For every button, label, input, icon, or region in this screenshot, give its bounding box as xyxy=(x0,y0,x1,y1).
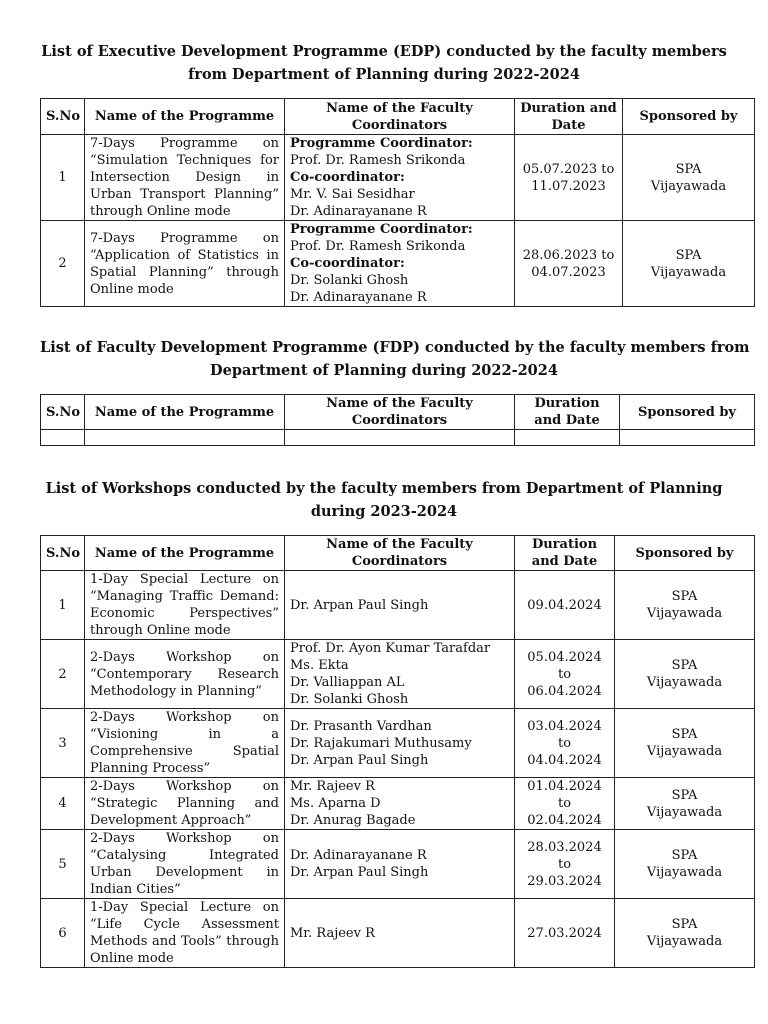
row-sponsor xyxy=(615,778,755,830)
row-sno: 3 xyxy=(41,709,85,778)
header-programme: Name of the Programme xyxy=(85,395,285,430)
coordinator-line: Co-coordinator: xyxy=(290,170,405,185)
sponsor-line: SPA xyxy=(671,848,698,863)
duration-line: 02.04.2024 xyxy=(527,813,602,828)
duration-line: 04.04.2024 xyxy=(527,752,602,768)
coordinator-line: Programme Coordinator: xyxy=(290,136,473,151)
coordinator-line: Ms. Ekta xyxy=(290,658,349,673)
row-coordinators xyxy=(285,640,515,709)
table-row xyxy=(41,709,755,778)
row-sponsor xyxy=(623,135,755,221)
coordinator-line: Dr. Adinarayanane R xyxy=(290,204,427,219)
header-sno: S.No xyxy=(41,395,85,430)
empty-cell xyxy=(515,430,620,446)
header-duration: Duration and Date xyxy=(515,99,623,135)
coordinator-line: Programme Coordinator: xyxy=(290,222,473,237)
sponsor-line: SPA xyxy=(675,247,702,263)
row-coordinators xyxy=(285,830,515,899)
row-coordinators xyxy=(285,899,515,968)
header-sponsor: Sponsored by xyxy=(620,395,755,430)
empty-cell xyxy=(85,430,285,446)
row-sno: 1 xyxy=(41,571,85,640)
edp-title-line1: List of Executive Development Programme (EDP) conducted by the faculty members xyxy=(41,43,727,60)
coordinator-line: Dr. Rajakumari Muthusamy xyxy=(290,735,472,751)
header-coordinators: Name of the Faculty Coordinators xyxy=(285,536,515,571)
header-coordinators: Name of the Faculty Coordinators xyxy=(285,395,515,430)
row-duration xyxy=(515,830,615,899)
row-programme: 2-Days Workshop on “Contemporary Research Methodology in Planning” xyxy=(85,640,285,709)
header-sno: S.No xyxy=(41,536,85,571)
coordinator-line: Mr. V. Sai Sesidhar xyxy=(290,187,415,202)
row-sno: 5 xyxy=(41,830,85,899)
row-sponsor xyxy=(615,830,755,899)
row-programme: 1-Day Special Lecture on “Managing Traffic Demand: Economic Perspectives” through Online mode xyxy=(85,571,285,640)
sponsor-line: SPA xyxy=(675,161,702,177)
table-row xyxy=(41,640,755,709)
sponsor-line: Vijayawada xyxy=(646,744,723,759)
coordinator-line: Dr. Solanki Ghosh xyxy=(290,273,409,288)
header-sno: S.No xyxy=(41,99,85,135)
fdp-title-line1: List of Faculty Development Programme (FDP) conducted by the faculty members from xyxy=(40,339,750,356)
edp-header-row xyxy=(41,99,755,135)
coordinator-line: Prof. Dr. Ramesh Srikonda xyxy=(290,239,466,254)
empty-cell xyxy=(285,430,515,446)
row-duration xyxy=(515,221,623,307)
coordinator-line: Ms. Aparna D xyxy=(290,796,381,811)
sponsor-line: Vijayawada xyxy=(646,865,723,880)
duration-line: to xyxy=(557,735,572,751)
coordinator-line: Prof. Dr. Ayon Kumar Tarafdar xyxy=(290,641,491,656)
sponsor-line: Vijayawada xyxy=(646,606,723,621)
header-duration: Duration and Date xyxy=(515,395,620,430)
sponsor-line: SPA xyxy=(671,658,698,673)
row-sponsor xyxy=(615,571,755,640)
header-programme: Name of the Programme xyxy=(85,536,285,571)
row-sno: 6 xyxy=(41,899,85,968)
coordinator-line: Dr. Anurag Bagade xyxy=(290,813,416,828)
empty-cell xyxy=(41,430,85,446)
empty-row xyxy=(41,430,755,446)
row-duration xyxy=(515,778,615,830)
edp-table xyxy=(40,98,755,307)
duration-line: to xyxy=(557,856,572,872)
duration-line: 01.04.2024 xyxy=(527,779,602,794)
row-sno: 2 xyxy=(41,640,85,709)
row-programme: 2-Days Workshop on “Strategic Planning and Development Approach” xyxy=(85,778,285,830)
duration-line: to xyxy=(557,666,572,682)
coordinator-line: Dr. Prasanth Vardhan xyxy=(290,718,432,734)
duration-line: 09.04.2024 xyxy=(527,597,602,613)
sponsor-line: SPA xyxy=(671,589,698,604)
sponsor-line: Vijayawada xyxy=(650,264,727,280)
coordinator-line: Dr. Arpan Paul Singh xyxy=(290,752,429,768)
sponsor-line: SPA xyxy=(671,917,698,932)
duration-line: 05.07.2023 to xyxy=(522,161,615,177)
coordinator-line: Dr. Solanki Ghosh xyxy=(290,692,409,707)
duration-line: 27.03.2024 xyxy=(527,925,602,941)
row-coordinators xyxy=(285,135,515,221)
coordinator-line: Prof. Dr. Ramesh Srikonda xyxy=(290,153,466,168)
table-row xyxy=(41,221,755,307)
row-duration xyxy=(515,899,615,968)
row-sno: 2 xyxy=(41,221,85,307)
coordinator-line: Dr. Valliappan AL xyxy=(290,675,405,690)
coordinator-line: Mr. Rajeev R xyxy=(290,925,375,941)
duration-line: 29.03.2024 xyxy=(527,873,602,889)
coordinator-line: Dr. Adinarayanane R xyxy=(290,848,427,863)
row-sponsor xyxy=(623,221,755,307)
header-programme: Name of the Programme xyxy=(85,99,285,135)
table-row xyxy=(41,571,755,640)
sponsor-line: Vijayawada xyxy=(646,675,723,690)
row-programme: 2-Days Workshop on “Visioning in a Comprehensive Spatial Planning Process” xyxy=(85,709,285,778)
duration-line: 03.04.2024 xyxy=(527,718,602,734)
workshops-header-row xyxy=(41,536,755,571)
duration-line: 05.04.2024 xyxy=(527,649,602,665)
header-coordinators: Name of the Faculty Coordinators xyxy=(285,99,515,135)
row-programme: 7-Days Programme on “Simulation Techniques for Intersection Design in Urban Transport Planning” through Online mode xyxy=(85,135,285,221)
coordinator-line: Mr. Rajeev R xyxy=(290,779,375,794)
header-duration: Duration and Date xyxy=(515,536,615,571)
header-sponsor: Sponsored by xyxy=(623,99,755,135)
duration-line: 28.06.2023 to xyxy=(522,247,615,263)
table-row xyxy=(41,899,755,968)
sponsor-line: Vijayawada xyxy=(650,178,727,194)
duration-line: 11.07.2023 xyxy=(531,178,606,194)
row-programme: 2-Days Workshop on “Catalysing Integrated Urban Development in Indian Cities” xyxy=(85,830,285,899)
fdp-title xyxy=(40,336,750,382)
sponsor-line: Vijayawada xyxy=(646,804,723,820)
row-duration xyxy=(515,571,615,640)
header-sponsor: Sponsored by xyxy=(615,536,755,571)
table-row xyxy=(41,778,755,830)
duration-line: 28.03.2024 xyxy=(527,839,602,855)
row-sponsor xyxy=(615,709,755,778)
row-sponsor xyxy=(615,899,755,968)
row-duration xyxy=(515,135,623,221)
row-duration xyxy=(515,640,615,709)
row-coordinators xyxy=(285,221,515,307)
coordinator-line: Dr. Arpan Paul Singh xyxy=(290,597,429,613)
row-coordinators xyxy=(285,778,515,830)
table-row xyxy=(41,830,755,899)
sponsor-line: SPA xyxy=(671,787,698,803)
row-programme: 1-Day Special Lecture on “Life Cycle Assessment Methods and Tools” through Online mode xyxy=(85,899,285,968)
row-coordinators xyxy=(285,709,515,778)
row-programme: 7-Days Programme on “Application of Statistics in Spatial Planning” through Online mode xyxy=(85,221,285,307)
empty-cell xyxy=(620,430,755,446)
workshops-title xyxy=(40,477,728,523)
table-row xyxy=(41,135,755,221)
row-coordinators xyxy=(285,571,515,640)
coordinator-line: Dr. Adinarayanane R xyxy=(290,290,427,305)
duration-line: to xyxy=(557,796,572,811)
edp-title xyxy=(40,40,728,86)
sponsor-line: Vijayawada xyxy=(646,934,723,949)
row-sno: 1 xyxy=(41,135,85,221)
fdp-header-row xyxy=(41,395,755,430)
row-sno: 4 xyxy=(41,778,85,830)
duration-line: 06.04.2024 xyxy=(527,683,602,699)
fdp-title-line2: Department of Planning during 2022-2024 xyxy=(210,362,558,379)
row-sponsor xyxy=(615,640,755,709)
fdp-table xyxy=(40,394,755,446)
workshops-table xyxy=(40,535,755,968)
edp-title-line2: from Department of Planning during 2022-2024 xyxy=(188,66,580,83)
workshops-title-line1: List of Workshops conducted by the faculty members from Department of Planning xyxy=(45,480,723,497)
sponsor-line: SPA xyxy=(671,727,698,742)
row-duration xyxy=(515,709,615,778)
workshops-title-line2: during 2023-2024 xyxy=(310,503,458,520)
duration-line: 04.07.2023 xyxy=(531,264,606,280)
coordinator-line: Dr. Arpan Paul Singh xyxy=(290,865,429,880)
coordinator-line: Co-coordinator: xyxy=(290,256,405,271)
